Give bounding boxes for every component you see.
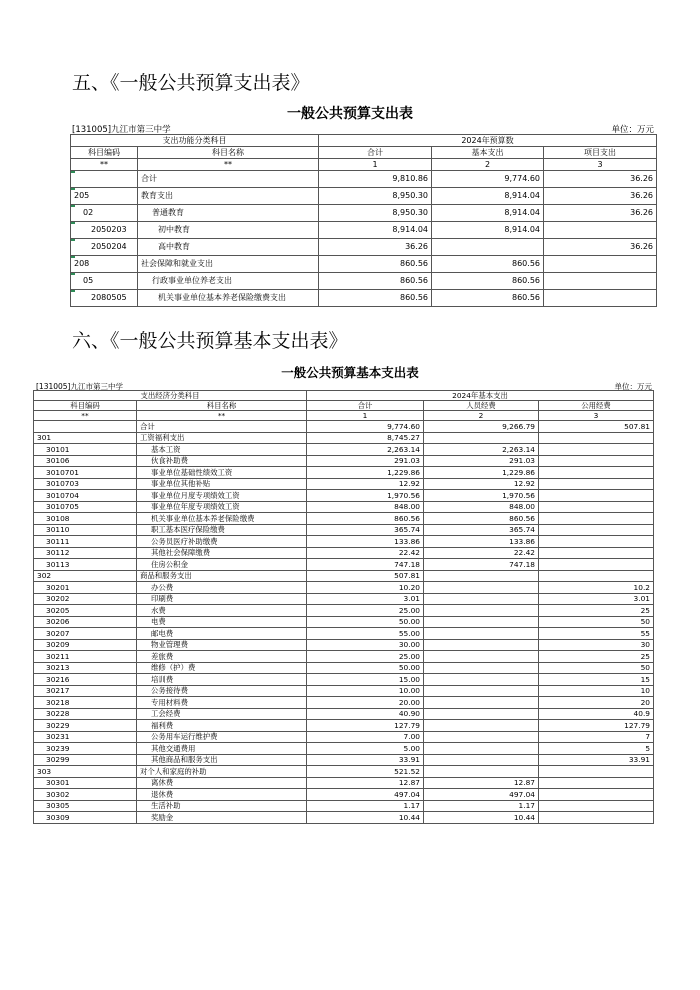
row-total: 25.00 xyxy=(307,605,424,617)
row-total: 20.00 xyxy=(307,697,424,709)
row-code: 30113 xyxy=(34,559,137,571)
row-code: 2080505 xyxy=(71,290,138,307)
header-star-name: ** xyxy=(137,411,307,421)
row-total: 10.20 xyxy=(307,582,424,594)
row-name: 教育支出 xyxy=(138,188,319,205)
table-row xyxy=(71,222,657,239)
table-row xyxy=(34,536,654,548)
row-col3 xyxy=(539,501,654,513)
row-name: 事业单位年度专项绩效工资 xyxy=(137,501,307,513)
row-total: 12.87 xyxy=(307,777,424,789)
table-row xyxy=(34,616,654,628)
table-row xyxy=(71,239,657,256)
header-group-right: 2024年基本支出 xyxy=(307,391,654,401)
row-name: 退休费 xyxy=(137,789,307,801)
row-total: 30.00 xyxy=(307,639,424,651)
row-col3: 507.81 xyxy=(539,421,654,433)
row-total: 33.91 xyxy=(307,754,424,766)
row-col3 xyxy=(544,290,657,307)
row-name: 生活补助 xyxy=(137,800,307,812)
row-col2: 9,266.79 xyxy=(424,421,539,433)
row-col3 xyxy=(539,789,654,801)
row-col3 xyxy=(539,432,654,444)
row-col3: 30 xyxy=(539,639,654,651)
header-col1: 合计 xyxy=(307,401,424,411)
row-col3 xyxy=(539,777,654,789)
row-name: 普通教育 xyxy=(138,205,319,222)
row-col3 xyxy=(544,256,657,273)
table-row xyxy=(34,731,654,743)
row-col2 xyxy=(424,639,539,651)
row-code: 30217 xyxy=(34,685,137,697)
row-col2: 1.17 xyxy=(424,800,539,812)
row-name: 其他商品和服务支出 xyxy=(137,754,307,766)
row-code: 30231 xyxy=(34,731,137,743)
row-col2 xyxy=(424,720,539,732)
row-name: 办公费 xyxy=(137,582,307,594)
row-col3: 33.91 xyxy=(539,754,654,766)
row-code: 30101 xyxy=(34,444,137,456)
row-name: 基本工资 xyxy=(137,444,307,456)
row-code: 30218 xyxy=(34,697,137,709)
row-total: 507.81 xyxy=(307,570,424,582)
row-code: 2050203 xyxy=(71,222,138,239)
row-code: 303 xyxy=(34,766,137,778)
row-total: 1,970.56 xyxy=(307,490,424,502)
row-total: 8,950.30 xyxy=(319,205,432,222)
row-total: 12.92 xyxy=(307,478,424,490)
row-col2: 12.87 xyxy=(424,777,539,789)
row-name: 印刷费 xyxy=(137,593,307,605)
row-name: 离休费 xyxy=(137,777,307,789)
row-total: 2,263.14 xyxy=(307,444,424,456)
table-row xyxy=(34,559,654,571)
header-group-left: 支出经济分类科目 xyxy=(34,391,307,401)
header-code: 科目编码 xyxy=(71,147,138,159)
row-name: 机关事业单位基本养老保险缴费 xyxy=(137,513,307,525)
row-name: 高中教育 xyxy=(138,239,319,256)
row-col3 xyxy=(539,559,654,571)
row-col3: 7 xyxy=(539,731,654,743)
table-row xyxy=(34,708,654,720)
general-budget-expenditure-table xyxy=(70,134,657,307)
row-col2 xyxy=(424,662,539,674)
table-row xyxy=(34,674,654,686)
section5-table-title: 一般公共预算支出表 xyxy=(287,106,413,122)
row-col3 xyxy=(539,444,654,456)
row-code: 30302 xyxy=(34,789,137,801)
section5-org: [131005]九江市第三中学 xyxy=(72,125,171,135)
table-row xyxy=(34,478,654,490)
row-code: 302 xyxy=(34,570,137,582)
row-name: 合计 xyxy=(137,421,307,433)
row-col3 xyxy=(539,547,654,559)
header-name: 科目名称 xyxy=(138,147,319,159)
row-col2 xyxy=(424,651,539,663)
row-col3: 10 xyxy=(539,685,654,697)
header-idx3: 3 xyxy=(544,159,657,171)
table-row xyxy=(34,766,654,778)
row-col3: 5 xyxy=(539,743,654,755)
row-col2 xyxy=(424,432,539,444)
row-code: 30239 xyxy=(34,743,137,755)
row-code: 30305 xyxy=(34,800,137,812)
row-code: 30309 xyxy=(34,812,137,824)
row-total: 8,950.30 xyxy=(319,188,432,205)
row-code: 30209 xyxy=(34,639,137,651)
row-col2 xyxy=(432,239,544,256)
row-name: 社会保障和就业支出 xyxy=(138,256,319,273)
table-row xyxy=(71,273,657,290)
row-total: 365.74 xyxy=(307,524,424,536)
row-col2 xyxy=(424,674,539,686)
row-total: 497.04 xyxy=(307,789,424,801)
row-col3 xyxy=(539,536,654,548)
row-code: 30110 xyxy=(34,524,137,536)
row-col2 xyxy=(424,731,539,743)
row-col3 xyxy=(539,812,654,824)
header-col1: 合计 xyxy=(319,147,432,159)
row-name: 公务用车运行维护费 xyxy=(137,731,307,743)
header-idx1: 1 xyxy=(307,411,424,421)
row-code: 05 xyxy=(71,273,138,290)
row-total: 10.00 xyxy=(307,685,424,697)
table-row xyxy=(34,513,654,525)
table-row xyxy=(34,605,654,617)
row-col2 xyxy=(424,570,539,582)
row-name: 其他交通费用 xyxy=(137,743,307,755)
row-col2: 22.42 xyxy=(424,547,539,559)
general-budget-basic-expenditure-table xyxy=(33,390,654,824)
row-code: 30299 xyxy=(34,754,137,766)
row-name: 电费 xyxy=(137,616,307,628)
table-row xyxy=(71,256,657,273)
row-total: 5.00 xyxy=(307,743,424,755)
row-col2: 860.56 xyxy=(432,256,544,273)
row-name: 事业单位其他补贴 xyxy=(137,478,307,490)
row-col2: 860.56 xyxy=(424,513,539,525)
row-code: 30301 xyxy=(34,777,137,789)
row-total: 291.03 xyxy=(307,455,424,467)
row-code: 02 xyxy=(71,205,138,222)
row-total: 7.00 xyxy=(307,731,424,743)
table-row xyxy=(34,639,654,651)
row-code: 301 xyxy=(34,432,137,444)
row-name: 邮电费 xyxy=(137,628,307,640)
row-total: 10.44 xyxy=(307,812,424,824)
table-row xyxy=(71,171,657,188)
row-name: 职工基本医疗保险缴费 xyxy=(137,524,307,536)
row-col3 xyxy=(539,455,654,467)
table-row xyxy=(34,628,654,640)
row-code: 30205 xyxy=(34,605,137,617)
row-col2: 860.56 xyxy=(432,273,544,290)
row-total: 1.17 xyxy=(307,800,424,812)
row-name: 公务员医疗补助缴费 xyxy=(137,536,307,548)
row-col2: 9,774.60 xyxy=(432,171,544,188)
table-row xyxy=(34,490,654,502)
table-row xyxy=(34,754,654,766)
row-name: 差旅费 xyxy=(137,651,307,663)
row-code: 30108 xyxy=(34,513,137,525)
section5-unit: 单位：万元 xyxy=(611,125,654,135)
row-col3: 50 xyxy=(539,616,654,628)
row-col2: 8,914.04 xyxy=(432,205,544,222)
header-idx2: 2 xyxy=(432,159,544,171)
row-col3: 40.9 xyxy=(539,708,654,720)
row-col3: 10.2 xyxy=(539,582,654,594)
row-col3 xyxy=(539,524,654,536)
row-col3 xyxy=(539,478,654,490)
header-group-right: 2024年预算数 xyxy=(319,135,657,147)
row-code: 205 xyxy=(71,188,138,205)
section6-heading: 六、《一般公共预算基本支出表》 xyxy=(72,330,348,352)
section5-heading: 五、《一般公共预算支出表》 xyxy=(72,72,310,94)
row-total: 55.00 xyxy=(307,628,424,640)
row-total: 50.00 xyxy=(307,662,424,674)
row-col3: 36.26 xyxy=(544,171,657,188)
row-name: 事业单位基础性绩效工资 xyxy=(137,467,307,479)
table-row xyxy=(34,662,654,674)
row-col2: 860.56 xyxy=(432,290,544,307)
row-col2: 747.18 xyxy=(424,559,539,571)
row-total: 860.56 xyxy=(319,256,432,273)
row-total: 8,914.04 xyxy=(319,222,432,239)
header-idx3: 3 xyxy=(539,411,654,421)
section6-table-title: 一般公共预算基本支出表 xyxy=(281,365,419,380)
row-code: 30216 xyxy=(34,674,137,686)
row-col3: 25 xyxy=(539,605,654,617)
row-name: 初中教育 xyxy=(138,222,319,239)
table-row xyxy=(34,789,654,801)
row-total: 8,745.27 xyxy=(307,432,424,444)
row-col2: 848.00 xyxy=(424,501,539,513)
table-row xyxy=(71,290,657,307)
row-total: 133.86 xyxy=(307,536,424,548)
row-name: 工资福利支出 xyxy=(137,432,307,444)
row-col2 xyxy=(424,582,539,594)
row-code: 30206 xyxy=(34,616,137,628)
row-col2 xyxy=(424,685,539,697)
header-idx1: 1 xyxy=(319,159,432,171)
row-code: 30112 xyxy=(34,547,137,559)
row-col2: 291.03 xyxy=(424,455,539,467)
row-col2: 497.04 xyxy=(424,789,539,801)
row-col3: 25 xyxy=(539,651,654,663)
row-col3: 20 xyxy=(539,697,654,709)
table-row xyxy=(34,697,654,709)
row-code: 30201 xyxy=(34,582,137,594)
table-row xyxy=(71,205,657,222)
table-row xyxy=(34,685,654,697)
row-col3 xyxy=(539,513,654,525)
row-col2 xyxy=(424,754,539,766)
header-group-left: 支出功能分类科目 xyxy=(71,135,319,147)
row-col2 xyxy=(424,708,539,720)
row-col2 xyxy=(424,628,539,640)
row-total: 40.90 xyxy=(307,708,424,720)
row-col3: 50 xyxy=(539,662,654,674)
row-name: 奖励金 xyxy=(137,812,307,824)
row-col2: 8,914.04 xyxy=(432,188,544,205)
row-col2: 1,970.56 xyxy=(424,490,539,502)
row-col2: 1,229.86 xyxy=(424,467,539,479)
row-name: 商品和服务支出 xyxy=(137,570,307,582)
row-col3 xyxy=(544,273,657,290)
row-total: 9,810.86 xyxy=(319,171,432,188)
table-row xyxy=(34,777,654,789)
row-col2 xyxy=(424,697,539,709)
table-row xyxy=(34,743,654,755)
row-name: 福利费 xyxy=(137,720,307,732)
row-code: 3010705 xyxy=(34,501,137,513)
row-code xyxy=(71,171,138,188)
row-name: 住房公积金 xyxy=(137,559,307,571)
row-col2 xyxy=(424,766,539,778)
row-total: 521.52 xyxy=(307,766,424,778)
row-name: 公务接待费 xyxy=(137,685,307,697)
row-col3 xyxy=(539,800,654,812)
table-row xyxy=(34,800,654,812)
row-col2: 365.74 xyxy=(424,524,539,536)
row-code: 30202 xyxy=(34,593,137,605)
row-name: 伙食补助费 xyxy=(137,455,307,467)
table-row xyxy=(34,570,654,582)
row-total: 36.26 xyxy=(319,239,432,256)
row-col2 xyxy=(424,743,539,755)
table-row xyxy=(34,455,654,467)
row-name: 培训费 xyxy=(137,674,307,686)
table-row xyxy=(34,432,654,444)
row-name: 对个人和家庭的补助 xyxy=(137,766,307,778)
header-star-code: ** xyxy=(34,411,137,421)
row-code: 30211 xyxy=(34,651,137,663)
row-col3: 55 xyxy=(539,628,654,640)
row-name: 水费 xyxy=(137,605,307,617)
row-col2: 133.86 xyxy=(424,536,539,548)
header-col2: 人员经费 xyxy=(424,401,539,411)
row-code: 30106 xyxy=(34,455,137,467)
header-star-code: ** xyxy=(71,159,138,171)
section6-org: [131005]九江市第三中学 xyxy=(36,382,123,391)
table-row xyxy=(71,188,657,205)
table-row xyxy=(34,582,654,594)
table-row xyxy=(34,812,654,824)
row-total: 860.56 xyxy=(319,273,432,290)
row-name: 机关事业单位基本养老保险缴费支出 xyxy=(138,290,319,307)
row-col3 xyxy=(539,570,654,582)
row-col3: 36.26 xyxy=(544,188,657,205)
row-code: 30207 xyxy=(34,628,137,640)
row-col3 xyxy=(544,222,657,239)
row-col2: 8,914.04 xyxy=(432,222,544,239)
row-col2 xyxy=(424,605,539,617)
row-code: 30111 xyxy=(34,536,137,548)
row-name: 事业单位月度专项绩效工资 xyxy=(137,490,307,502)
row-name: 物业管理费 xyxy=(137,639,307,651)
table-row xyxy=(34,651,654,663)
header-idx2: 2 xyxy=(424,411,539,421)
table-row xyxy=(34,501,654,513)
row-code: 30229 xyxy=(34,720,137,732)
row-total: 860.56 xyxy=(307,513,424,525)
row-code: 30213 xyxy=(34,662,137,674)
row-total: 22.42 xyxy=(307,547,424,559)
row-name: 行政事业单位养老支出 xyxy=(138,273,319,290)
row-total: 1,229.86 xyxy=(307,467,424,479)
row-col3: 36.26 xyxy=(544,205,657,222)
table-row xyxy=(34,593,654,605)
row-code: 30228 xyxy=(34,708,137,720)
row-col2: 12.92 xyxy=(424,478,539,490)
row-code: 3010704 xyxy=(34,490,137,502)
row-col2: 10.44 xyxy=(424,812,539,824)
row-name: 其他社会保障缴费 xyxy=(137,547,307,559)
row-name: 工会经费 xyxy=(137,708,307,720)
header-col3: 公用经费 xyxy=(539,401,654,411)
row-col3: 36.26 xyxy=(544,239,657,256)
row-total: 848.00 xyxy=(307,501,424,513)
row-col3 xyxy=(539,467,654,479)
table-row xyxy=(34,720,654,732)
row-total: 860.56 xyxy=(319,290,432,307)
table-row xyxy=(34,524,654,536)
row-col3 xyxy=(539,490,654,502)
row-col2 xyxy=(424,616,539,628)
row-name: 专用材料费 xyxy=(137,697,307,709)
section6-unit: 单位：万元 xyxy=(614,382,652,391)
header-col3: 项目支出 xyxy=(544,147,657,159)
row-code: 2050204 xyxy=(71,239,138,256)
row-total: 127.79 xyxy=(307,720,424,732)
row-code: 208 xyxy=(71,256,138,273)
header-star-name: ** xyxy=(138,159,319,171)
row-col3: 127.79 xyxy=(539,720,654,732)
row-col3 xyxy=(539,766,654,778)
row-name: 合计 xyxy=(138,171,319,188)
row-total: 25.00 xyxy=(307,651,424,663)
row-col3: 15 xyxy=(539,674,654,686)
row-col2: 2,263.14 xyxy=(424,444,539,456)
header-code: 科目编码 xyxy=(34,401,137,411)
row-code xyxy=(34,421,137,433)
row-name: 维修（护）费 xyxy=(137,662,307,674)
row-code: 3010701 xyxy=(34,467,137,479)
header-col2: 基本支出 xyxy=(432,147,544,159)
row-total: 15.00 xyxy=(307,674,424,686)
table-row xyxy=(34,547,654,559)
table-row xyxy=(34,421,654,433)
row-total: 50.00 xyxy=(307,616,424,628)
table-row xyxy=(34,467,654,479)
row-col2 xyxy=(424,593,539,605)
row-total: 9,774.60 xyxy=(307,421,424,433)
row-total: 747.18 xyxy=(307,559,424,571)
header-name: 科目名称 xyxy=(137,401,307,411)
table-row xyxy=(34,444,654,456)
row-code: 3010703 xyxy=(34,478,137,490)
row-total: 3.01 xyxy=(307,593,424,605)
row-col3: 3.01 xyxy=(539,593,654,605)
